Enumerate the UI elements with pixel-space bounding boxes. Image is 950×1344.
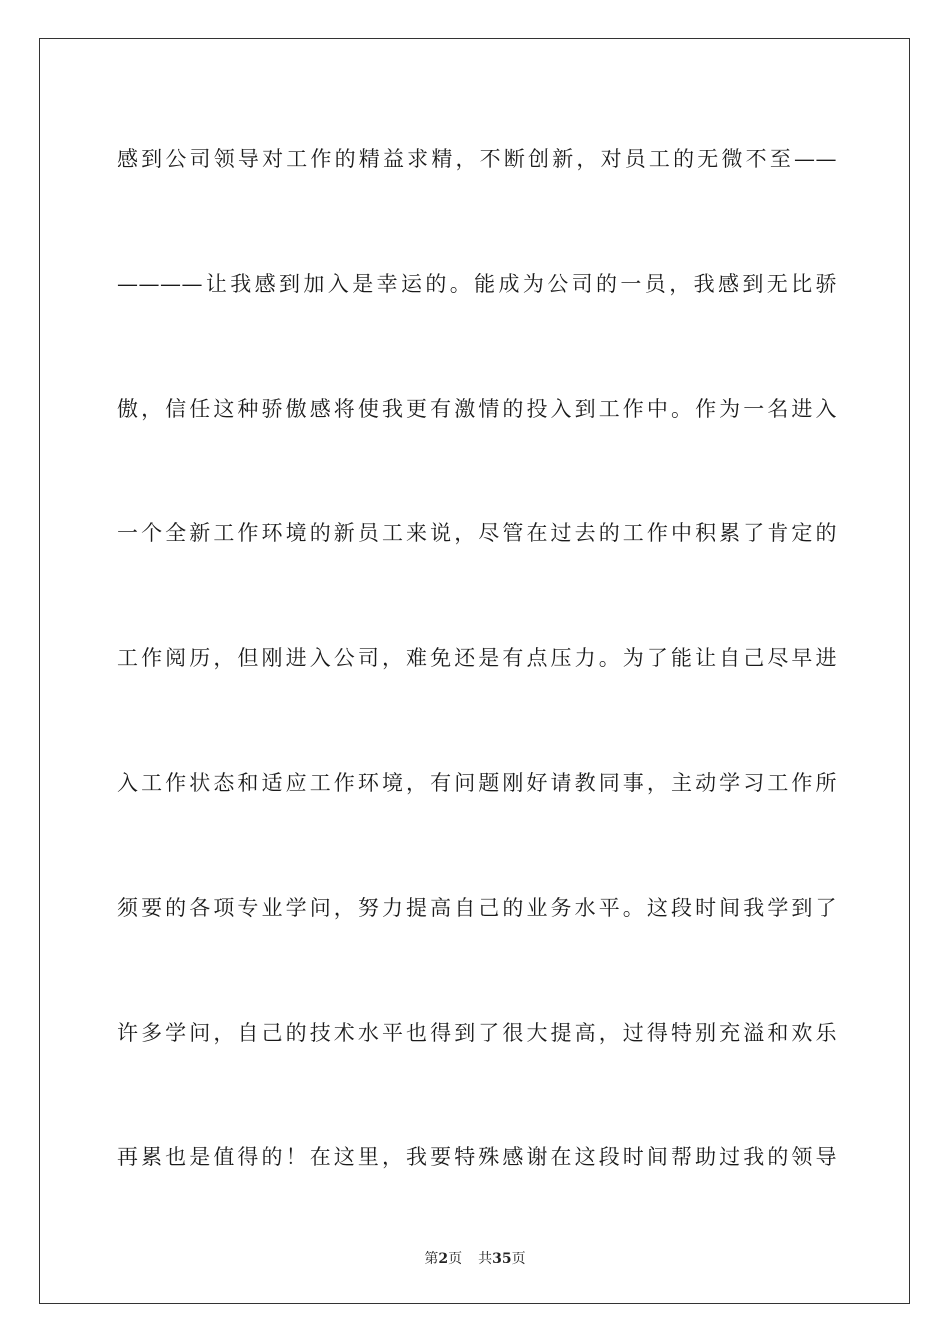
text-line: 感到公司领导对工作的精益求精，不断创新，对员工的无微不至—— [117, 147, 837, 171]
total-prefix: 共 [478, 1251, 493, 1267]
text-line: 入工作状态和适应工作环境，有问题刚好请教同事，主动学习工作所 [117, 770, 837, 795]
text-line: 一个全新工作环境的新员工来说，尽管在过去的工作中积累了肯定的 [117, 521, 837, 546]
page-total [478, 1248, 525, 1268]
page-footer [0, 1248, 950, 1268]
text-line: 再累也是值得的！在这里，我要特殊感谢在这段时间帮助过我的领导 [117, 1145, 837, 1170]
current-page: 2 [438, 1251, 449, 1267]
text-line: 许多学问，自己的技术水平也得到了很大提高，过得特别充溢和欢乐 [117, 1020, 837, 1045]
page-prefix: 第 [424, 1251, 439, 1267]
text-line: ————让我感到加入是幸运的。能成为公司的一员，我感到无比骄 [117, 271, 837, 296]
total-suffix: 页 [511, 1251, 526, 1267]
text-line: 傲，信任这种骄傲感将使我更有激情的投入到工作中。作为一名进入 [117, 396, 837, 421]
total-pages: 35 [492, 1251, 512, 1267]
document-body [117, 128, 837, 1251]
page-suffix: 页 [448, 1251, 463, 1267]
text-line: 须要的各项专业学问，努力提高自己的业务水平。这段时间我学到了 [117, 895, 837, 920]
page-number [424, 1248, 462, 1268]
text-line: 工作阅历，但刚进入公司，难免还是有点压力。为了能让自己尽早进 [117, 646, 837, 671]
